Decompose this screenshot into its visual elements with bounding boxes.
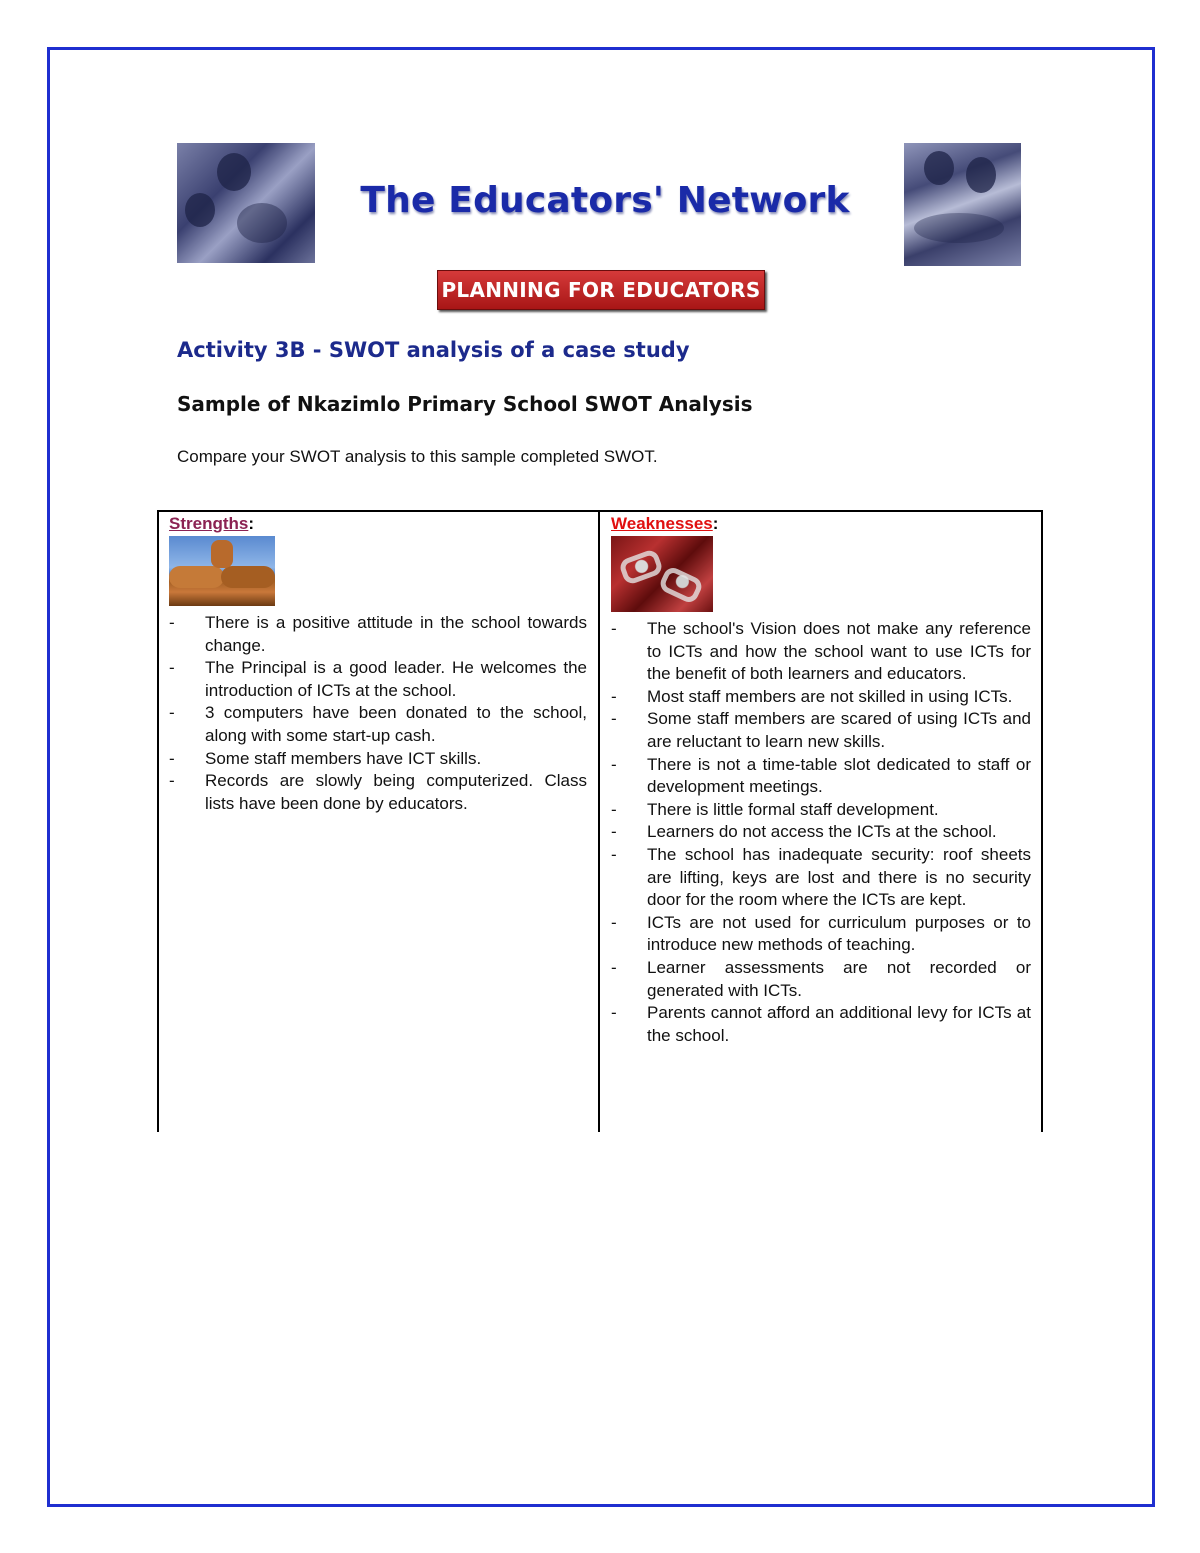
weaknesses-item: - The school has inadequate security: roof sheets are lifting, keys are lost and there is no security door for the room where the ICTs are kept. — [611, 844, 1031, 912]
table-left-rule — [157, 510, 159, 1132]
table-top-rule — [157, 510, 1043, 512]
weaknesses-item: - There is little formal staff development. — [611, 799, 1031, 822]
activity-title: Activity 3B - SWOT analysis of a case study — [177, 338, 690, 362]
brand-title: The Educators' Network — [360, 180, 850, 221]
weaknesses-item: - Some staff members are scared of using ICTs and are reluctant to learn new skills. — [611, 708, 1031, 753]
swot-table — [157, 510, 1043, 1130]
sample-title: Sample of Nkazimlo Primary School SWOT Analysis — [177, 392, 753, 416]
weaknesses-cell — [611, 514, 1031, 1047]
strengths-colon: : — [248, 514, 255, 533]
classroom-photo-right — [904, 143, 1021, 266]
strengths-cell — [169, 514, 587, 815]
strengths-item: - There is a positive attitude in the school towards change. — [169, 612, 587, 657]
weaknesses-item: - ICTs are not used for curriculum purposes or to introduce new methods of teaching. — [611, 912, 1031, 957]
strengths-item: - The Principal is a good leader. He welcomes the introduction of ICTs at the school. — [169, 657, 587, 702]
weaknesses-item: - Learners do not access the ICTs at the school. — [611, 821, 1031, 844]
planning-banner: PLANNING FOR EDUCATORS — [437, 270, 765, 310]
classroom-photo-left — [177, 143, 315, 263]
weaknesses-item: - Most staff members are not skilled in using ICTs. — [611, 686, 1031, 709]
weaknesses-item: - Learner assessments are not recorded or generated with ICTs. — [611, 957, 1031, 1002]
table-right-rule — [1041, 510, 1043, 1132]
weaknesses-item: - The school's Vision does not make any reference to ICTs and how the school want to use ICTs for the benefit of both learners and educators. — [611, 618, 1031, 686]
strengths-heading: Strengths — [169, 514, 249, 533]
intro-text: Compare your SWOT analysis to this sample completed SWOT. — [177, 447, 658, 466]
strengths-item: - 3 computers have been donated to the school, along with some start-up cash. — [169, 702, 587, 747]
strengths-item: - Some staff members have ICT skills. — [169, 748, 587, 771]
arm-wrestling-clipart — [169, 536, 275, 606]
weaknesses-heading: Weaknesses — [611, 514, 713, 533]
table-middle-rule — [598, 510, 600, 1132]
weaknesses-item: - Parents cannot afford an additional levy for ICTs at the school. — [611, 1002, 1031, 1047]
strengths-list — [169, 612, 587, 815]
weaknesses-list — [611, 618, 1031, 1047]
strengths-item: - Records are slowly being computerized. Class lists have been done by educators. — [169, 770, 587, 815]
weaknesses-item: - There is not a time-table slot dedicated to staff or development meetings. — [611, 754, 1031, 799]
weaknesses-colon: : — [712, 514, 719, 533]
broken-chain-clipart — [611, 536, 713, 612]
